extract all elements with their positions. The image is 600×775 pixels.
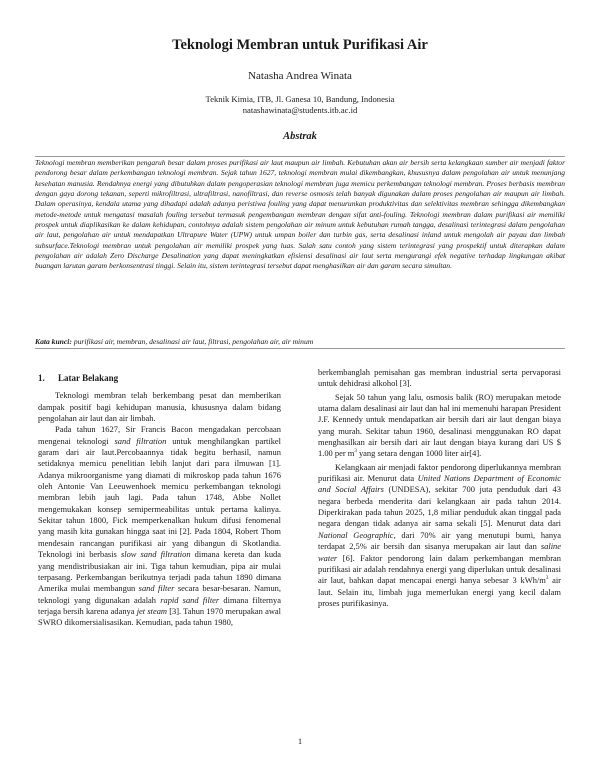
keywords-line	[35, 337, 565, 349]
text-run: [6]. Faktor pendorong lain dalam perkembangan membran purifikasi air adalah rendahnya energi yang diperlukan untuk desalinasi air laut, bahkan dapat mencapai energi hanya sebesar 3 kWh/m	[318, 552, 561, 586]
italic-term: saline water	[318, 541, 561, 563]
text-run: Sejak 50 tahun yang lalu, osmosis balik (RO) merupakan metode utama dalam desalinasi air laut dan hal ini memenuhi harapan President J.F. Kennedy untuk mendapatkan air bersih dari air laut dengan biaya yang murah. Sekitar tahun 1960, desalinasi menggunakan RO dapat menghasilkan air bersih dari air laut dengan biaya kurang dari US $ 1.00 per m	[318, 391, 561, 459]
left-column	[38, 373, 281, 629]
paragraph: berkembanglah pemisahan gas membran industrial serta pervaporasi untuk dehidrasi alkohol [3].	[318, 367, 561, 389]
author-email: natashawinata@students.itb.ac.id	[242, 105, 358, 115]
text-run: dimana kereta dan kuda yang mendistribusiakan air ini. Tiga tahun kemudian, pipa air mulai terpasang. Perkembangan berikutnya terjadi pada tahun 1890 dimana Amerika mulai membangun	[38, 549, 281, 594]
paper-title: Teknologi Membran untuk Purifikasi Air	[172, 37, 428, 53]
paragraph	[38, 424, 281, 628]
author-name: Natasha Andrea Winata	[248, 70, 352, 82]
section-number: 1.	[38, 373, 45, 383]
text-run: dimana filternya terjaga bersih karena adanya	[38, 594, 281, 616]
abstract-section	[35, 156, 565, 272]
abstract-heading: Abstrak	[283, 131, 317, 142]
text-run: secara besar-besaran. Namun, teknologi yang digunakan adalah	[38, 583, 281, 605]
text-run: [3]. Tahun 1970 merupakan awal SWRO dikomersialisasikan. Kemudian, pada tahun 1980,	[38, 605, 281, 628]
affiliation: Teknik Kimia, ITB, Jl. Ganesa 10, Bandung, Indonesia	[205, 94, 395, 104]
right-column	[318, 367, 561, 609]
superscript: 3	[545, 576, 549, 582]
italic-term: rapid sand filter	[160, 594, 220, 605]
text-run: Kelangkaan air menjadi faktor pendorong diperlukannya membran purifikasi air. Menurut data	[318, 461, 561, 484]
italic-term: sand filter	[138, 583, 175, 594]
text-run: , dari 70% air yang menutupi bumi, hanya terdapat 2,5% air bersih dan sisanya merupakan air laut dan	[318, 529, 562, 552]
superscript: 3	[354, 449, 357, 455]
text-run: untuk menghilangkan partikel garam dari air laut.Percobaannya tidak begitu berhasil, namun setidaknya memicu penelitian lebih lanjut dari para ilmuwan [1]. Adanya mikroorganisme yang diamati di mikroskop pada tahun 1676 oleh Antonie Van Leeuwenhoek memicu perkembangan teknologi membran lebih jauh lagi. Pada tahun 1748, Abbe Nollet mengemukakan konsep semipermeabilitas untuk pertama kalinya. Sekitar tahun 1800, Fick memperkenalkan hukum difusi fenomenal yang masih kita gunakan hingga saat ini [2]. Pada 1804, Robert Thom mendesain rancangan purifikasi air yang dibangun di Skotlandia. Teknologi ini berbasis	[38, 435, 281, 560]
italic-term: jet steam	[136, 605, 168, 616]
keywords-list: purifikasi air, membran, desalinasi air laut, filtrasi, pengolahan air, air minum	[71, 337, 314, 346]
abstract-text: Teknologi membran memberikan pengaruh besar dalam proses purifikasi air laut maupun air limbah. Kebutuhan akan air bersih serta kelangkaan sumber air menjadi faktor pendorong besar dalam perkembangan teknologi membran. Sejak tahun 1627, teknologi membran mulai dikembangkan, khususnya dalam pengolahan air untuk menunjang kesehatan manusia. Rendahnya energi yang dibutuhkan dalam pengoperasian teknologi membran juga memicu perkembangan teknologi membran. Proses berbasis membran dengan gaya dorong tekanan, seperti mikrofiltrasi, ultrafiltrasi, nanofiltrasi, dan reverse osmosis telah banyak digunakan dalam proses pengolahan air maupun air limbah. Dalam operasinya, kendala utama yang dihadapi adalah adanya peristiwa fouling yang dapat menurunkan produktivitas dan selektivitas membran sehingga dikembangkan metode-metode untuk mengatasi masalah fouling tersebut termasuk pengembangan membran dengan sifat anti-fouling. Teknologi membran dalam purifikasi air memiliki prospek untuk diaplikasikan ke dalam kehidupan, contohnya adalah sistem pengolahan air minum untuk kebutuhan rumah tangga, desalinasi terintegrasi dalam pengolahan air laut, pengolahan air untuk mendapatkan Ultrapure Water (UPW) untuk umpan boiler dan turbin gas, serta desalinasi inland untuk mengolah air payau dan limbah subsurface.Teknologi membran untuk pengolahan air memiliki prospek yang luas. Salah satu contoh yang sistem terintegrasi yang prospektif untuk diterapkan dalam pengolahan air adalah Zero Discharge Desalination yang dapat meningkatkan efisiensi desalinasi air laut serta mengurangi efek negative terhadap lingkungan akibat buangan larutan garam berkonsentrasi tinggi. Selain itu, sistem terintegrasi tersebut dapat menghasilkan air dan garam secara simultan.	[35, 158, 565, 271]
section-heading	[38, 373, 281, 384]
italic-term: United Nations Department of Economic and Social Affairs	[318, 473, 561, 495]
text-run: Pada tahun 1627, Sir Francis Bacon mengadakan percobaan mengenai teknologi	[38, 424, 281, 446]
paragraph	[318, 462, 561, 609]
text-run: yang setara dengan 1000 liter air[4].	[356, 448, 482, 459]
section-title: Latar Belakang	[58, 373, 119, 383]
text-run: (UNDESA), sekitar 700 juta penduduk dari 43 negara berbeda menderita dari kelangkaan air pada tahun 2014. Diperkirakan pada tahun 2025, 1,8 miliar penduduk akan tinggal pada negara dengan tidak adanya air sama sekali [5]. Menurut data dari	[318, 484, 561, 529]
italic-term: slow sand filtration	[120, 549, 191, 560]
author-affiliation-block	[0, 94, 600, 116]
page-number: 1	[297, 736, 303, 746]
text-run: air laut. Selain itu, limbah juga memerlukan energi yang kecil dalam proses purifikasinya.	[318, 575, 561, 608]
paragraph	[318, 392, 561, 460]
italic-term: sand filtration	[114, 435, 167, 446]
italic-term: National Geographic	[318, 529, 394, 540]
keywords-label: Kata kunci:	[35, 337, 72, 346]
paragraph: Teknologi membran telah berkembang pesat dan memberikan dampak positif bagi kehidupan manusia, khususnya dalam bidang pengolahan air laut dan air limbah.	[38, 390, 281, 424]
